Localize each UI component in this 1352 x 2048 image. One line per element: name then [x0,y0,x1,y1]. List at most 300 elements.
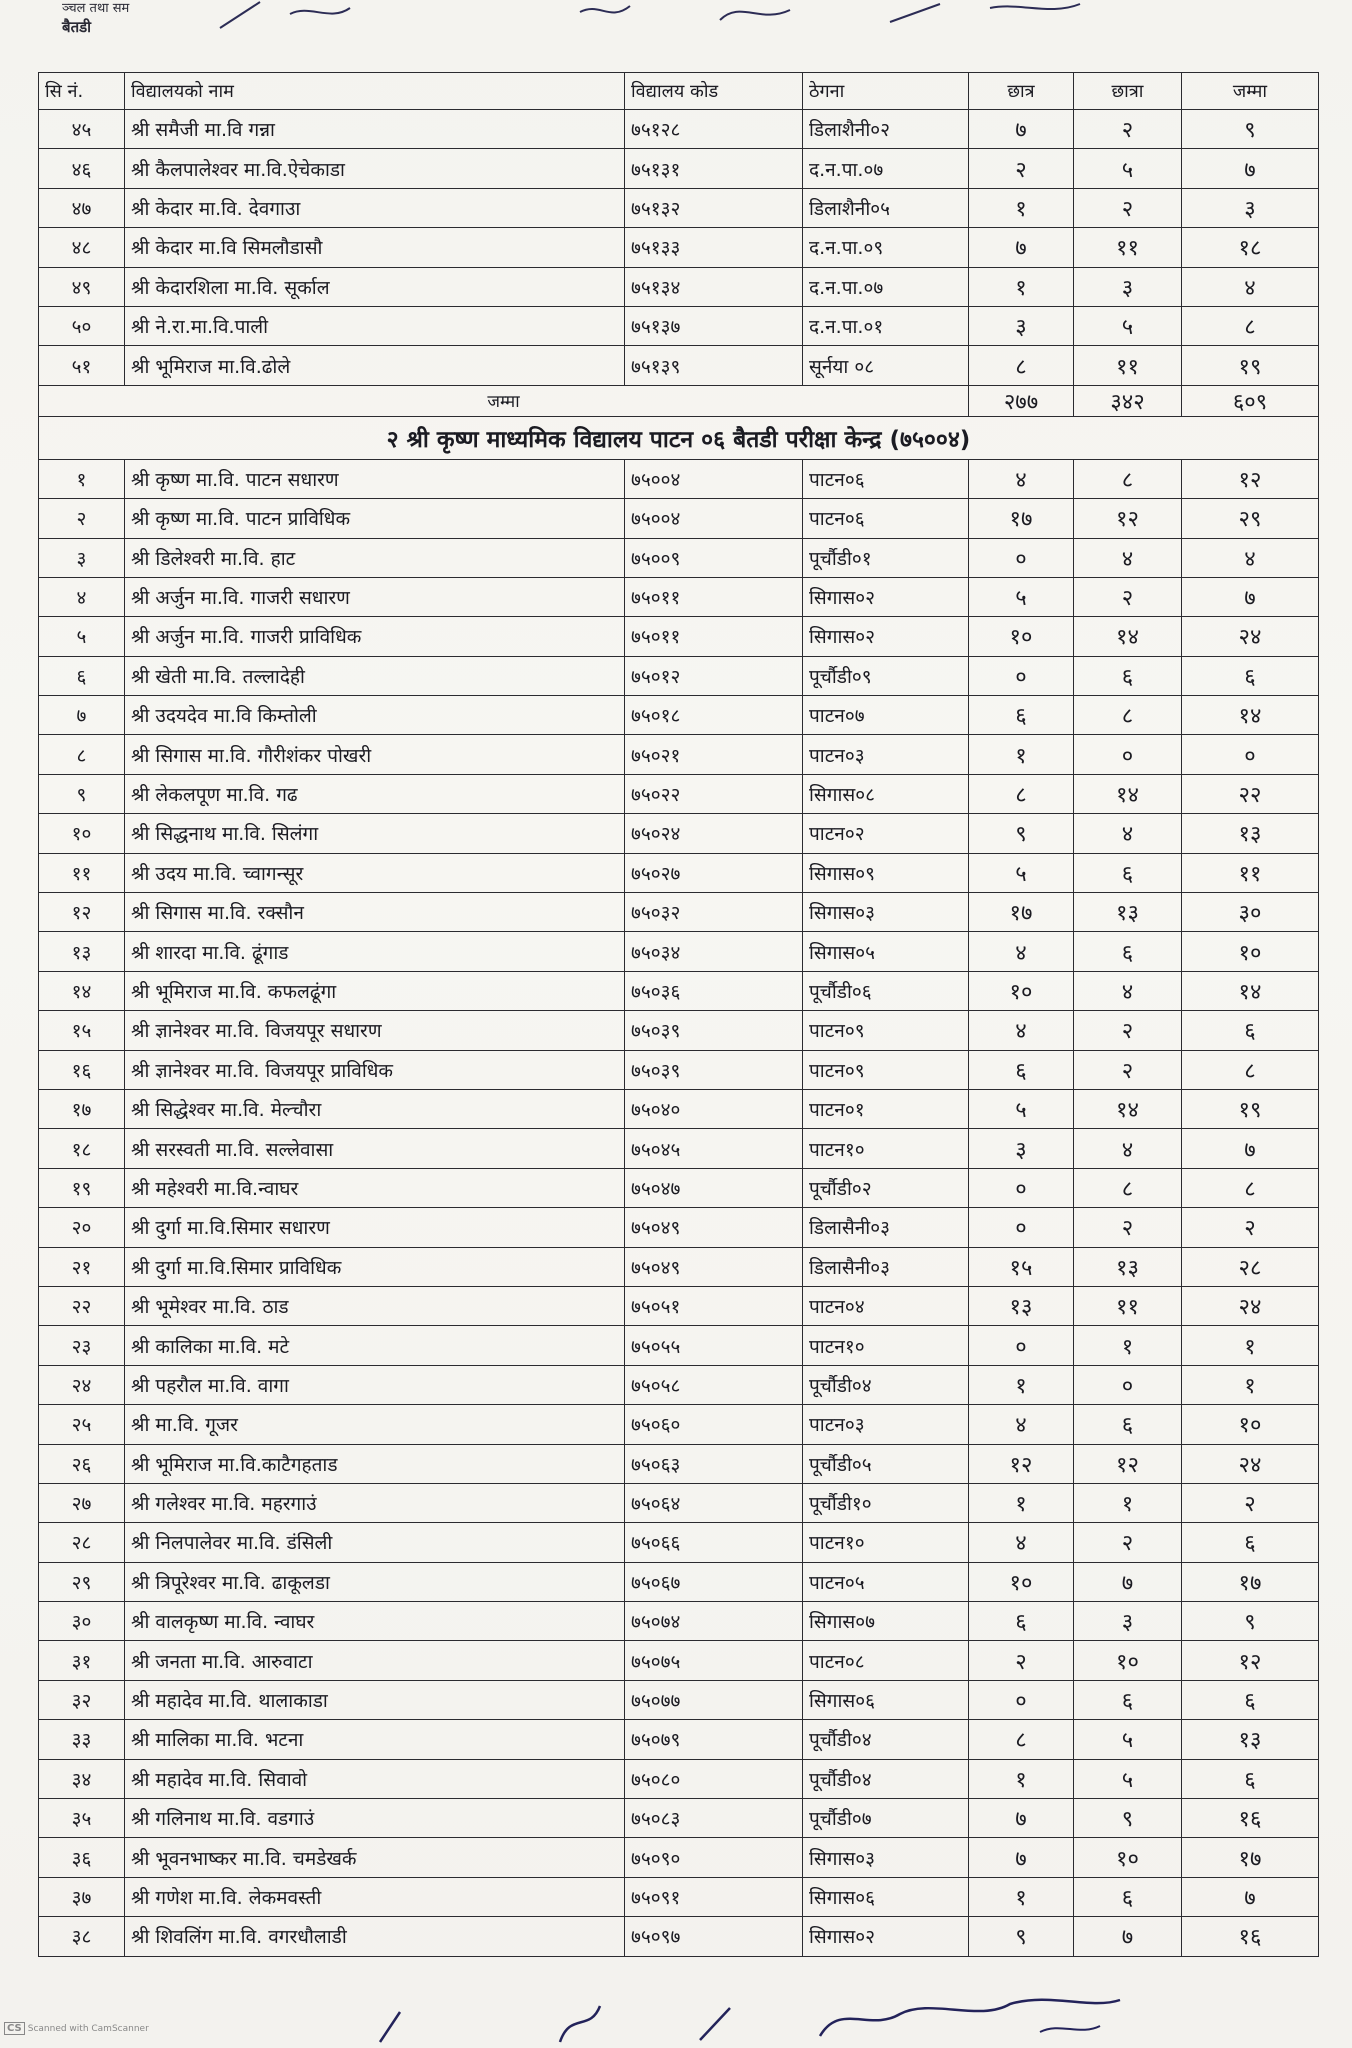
boys-cell: १० [969,971,1074,1010]
school-name-cell: श्री महादेव मा.वि. सिवावो [125,1759,625,1798]
girls-cell: ५ [1074,306,1182,345]
total-cell: १८ [1182,228,1319,267]
table-row [39,1720,1319,1759]
address-cell: पाटन०४ [803,1286,969,1325]
serial-cell: २२ [39,1286,125,1325]
bottom-signature-marks [0,1992,1352,2048]
boys-cell: १२ [969,1444,1074,1483]
school-name-cell: श्री सिगास मा.वि. गौरीशंकर पोखरी [125,735,625,774]
serial-cell: १३ [39,932,125,971]
total-cell: ६ [1182,1011,1319,1050]
girls-cell: २ [1074,110,1182,149]
address-cell: सिगास०३ [803,893,969,932]
header-line-1: ञ्चल तथा सम [62,1,130,16]
exam-center-row [39,416,1319,459]
boys-cell: ३ [969,306,1074,345]
total-cell: १६ [1182,1799,1319,1838]
school-name-cell: श्री कैलपालेश्वर मा.वि.ऐचेकाडा [125,149,625,188]
school-name-cell: श्री त्रिपूरेश्वर मा.वि. ढाकूलडा [125,1562,625,1601]
girls-cell: ११ [1074,228,1182,267]
total-cell: १ [1182,1326,1319,1365]
total-cell: २९ [1182,499,1319,538]
serial-cell: ५१ [39,346,125,385]
school-code-cell: ७५०५१ [625,1286,803,1325]
address-cell: पाटन०७ [803,696,969,735]
school-name-cell: श्री केदार मा.वि सिमलौडासौ [125,228,625,267]
serial-cell: ४८ [39,228,125,267]
total-cell: ६ [1182,1680,1319,1719]
address-cell: पाटन०६ [803,459,969,498]
school-name-cell: श्री भूवनभाष्कर मा.वि. चमडेखर्क [125,1838,625,1877]
table-row [39,735,1319,774]
school-code-cell: ७५०४९ [625,1208,803,1247]
table-row [39,1523,1319,1562]
table-row [39,1089,1319,1128]
boys-cell: १७ [969,499,1074,538]
school-code-cell: ७५१३१ [625,149,803,188]
address-cell: पाटन०३ [803,1405,969,1444]
school-name-cell: श्री कृष्ण मा.वि. पाटन प्राविधिक [125,499,625,538]
table-row [39,1405,1319,1444]
table-row [39,774,1319,813]
boys-cell: ० [969,1680,1074,1719]
school-name-cell: श्री भूमिराज मा.वि.ढोले [125,346,625,385]
serial-cell: २९ [39,1562,125,1601]
address-cell: पाटन१० [803,1129,969,1168]
address-cell: सिगास०२ [803,577,969,616]
serial-cell: २४ [39,1365,125,1404]
boys-cell: ९ [969,814,1074,853]
total-cell: २२ [1182,774,1319,813]
address-cell: पाटन०९ [803,1011,969,1050]
boys-cell: ५ [969,1089,1074,1128]
address-cell: पूर्चौडी०७ [803,1799,969,1838]
girls-cell: ८ [1074,1168,1182,1207]
serial-cell: १७ [39,1089,125,1128]
header-row [39,73,1319,110]
table-row [39,306,1319,345]
school-name-cell: श्री गणेश मा.वि. लेकमवस्ती [125,1877,625,1916]
total-cell: १३ [1182,1720,1319,1759]
school-name-cell: श्री समैजी मा.वि गन्ना [125,110,625,149]
boys-cell: ९ [969,1917,1074,1956]
address-cell: सिगास०५ [803,932,969,971]
school-code-cell: ७५०७४ [625,1602,803,1641]
serial-cell: ५० [39,306,125,345]
girls-cell: ४ [1074,1129,1182,1168]
address-cell: द.न.पा.०९ [803,228,969,267]
boys-cell: १५ [969,1247,1074,1286]
table-row [39,1444,1319,1483]
total-cell: १६ [1182,1917,1319,1956]
total-cell: १२ [1182,459,1319,498]
boys-cell: ८ [969,346,1074,385]
total-cell: ६ [1182,1759,1319,1798]
girls-cell: ६ [1074,1405,1182,1444]
school-code-cell: ७५०७७ [625,1680,803,1719]
serial-cell: ३७ [39,1877,125,1916]
school-name-cell: श्री अर्जुन मा.वि. गाजरी सधारण [125,577,625,616]
serial-cell: १६ [39,1050,125,1089]
total-cell: ४ [1182,538,1319,577]
total-cell: २ [1182,1483,1319,1522]
table-row [39,577,1319,616]
address-cell: डिलासैनी०३ [803,1247,969,1286]
serial-cell: ३४ [39,1759,125,1798]
total-cell: १४ [1182,696,1319,735]
serial-cell: ३३ [39,1720,125,1759]
school-name-cell: श्री सिद्धेश्वर मा.वि. मेल्चौरा [125,1089,625,1128]
school-code-cell: ७५०८३ [625,1799,803,1838]
address-cell: पाटन०१ [803,1089,969,1128]
school-code-cell: ७५०४५ [625,1129,803,1168]
total-cell: ८ [1182,1050,1319,1089]
boys-cell: ३ [969,1129,1074,1168]
boys-cell: २ [969,149,1074,188]
total-cell: २४ [1182,1444,1319,1483]
address-cell: सिगास०२ [803,1917,969,1956]
camscanner-text: Scanned with CamScanner [27,2024,149,2034]
school-code-cell: ७५१३७ [625,306,803,345]
girls-cell: ६ [1074,656,1182,695]
school-name-cell: श्री सिगास मा.वि. रक्सौन [125,893,625,932]
col-school-code: विद्यालय कोड [625,73,803,110]
serial-cell: १२ [39,893,125,932]
table-row [39,1286,1319,1325]
girls-cell: १३ [1074,893,1182,932]
school-name-cell: श्री ज्ञानेश्वर मा.वि. विजयपूर सधारण [125,1011,625,1050]
serial-cell: ६ [39,656,125,695]
table-row [39,1168,1319,1207]
total-label: जम्मा [39,385,969,416]
address-cell: डिलासैनी०३ [803,1208,969,1247]
address-cell: पाटन०८ [803,1641,969,1680]
school-name-cell: श्री भूमिराज मा.वि.काटैगहताड [125,1444,625,1483]
boys-cell: १ [969,267,1074,306]
table-row [39,932,1319,971]
serial-cell: ४७ [39,188,125,227]
girls-cell: १ [1074,1483,1182,1522]
total-cell: ७ [1182,1877,1319,1916]
school-name-cell: श्री कृष्ण मा.वि. पाटन सधारण [125,459,625,498]
boys-cell: ० [969,538,1074,577]
school-code-cell: ७५००४ [625,499,803,538]
address-cell: सिगास०२ [803,617,969,656]
girls-cell: १ [1074,1326,1182,1365]
serial-cell: ३२ [39,1680,125,1719]
serial-cell: ४९ [39,267,125,306]
table-row [39,1483,1319,1522]
serial-cell: ४ [39,577,125,616]
boys-cell: १० [969,617,1074,656]
school-name-cell: श्री मालिका मा.वि. भटना [125,1720,625,1759]
total-cell: १३ [1182,814,1319,853]
school-code-cell: ७५०५५ [625,1326,803,1365]
total-cell: ७ [1182,149,1319,188]
table-row [39,814,1319,853]
girls-cell: ५ [1074,1759,1182,1798]
girls-cell: ० [1074,1365,1182,1404]
total-cell: १ [1182,1365,1319,1404]
school-name-cell: श्री ने.रा.मा.वि.पाली [125,306,625,345]
girls-cell: ८ [1074,459,1182,498]
girls-cell: १० [1074,1641,1182,1680]
school-code-cell: ७५०६७ [625,1562,803,1601]
girls-cell: ७ [1074,1562,1182,1601]
address-cell: पाटन०५ [803,1562,969,1601]
address-cell: पूर्चौडी०९ [803,656,969,695]
total-cell: १७ [1182,1562,1319,1601]
table-row [39,696,1319,735]
girls-cell: ११ [1074,1286,1182,1325]
boys-cell: ७ [969,1799,1074,1838]
total-cell: ३ [1182,188,1319,227]
serial-cell: २५ [39,1405,125,1444]
table-row [39,656,1319,695]
school-code-cell: ७५००९ [625,538,803,577]
total-cell: २४ [1182,1286,1319,1325]
girls-cell: १२ [1074,499,1182,538]
girls-cell: ९ [1074,1799,1182,1838]
serial-cell: ११ [39,853,125,892]
girls-cell: ५ [1074,1720,1182,1759]
school-code-cell: ७५०२७ [625,853,803,892]
school-code-cell: ७५०९१ [625,1877,803,1916]
school-code-cell: ७५०११ [625,617,803,656]
serial-cell: १९ [39,1168,125,1207]
address-cell: पाटन०६ [803,499,969,538]
school-code-cell: ७५०७५ [625,1641,803,1680]
serial-cell: ४६ [39,149,125,188]
address-cell: पूर्चौडी०५ [803,1444,969,1483]
school-name-cell: श्री निलपालेवर मा.वि. डंसिली [125,1523,625,1562]
school-code-cell: ७५०३२ [625,893,803,932]
table-row [39,893,1319,932]
school-name-cell: श्री ज्ञानेश्वर मा.वि. विजयपूर प्राविधिक [125,1050,625,1089]
school-code-cell: ७५०२२ [625,774,803,813]
table-row [39,1680,1319,1719]
office-header [62,0,129,36]
school-code-cell: ७५०२१ [625,735,803,774]
total-cell: ७ [1182,577,1319,616]
girls-cell: ६ [1074,853,1182,892]
school-code-cell: ७५०३९ [625,1011,803,1050]
school-name-cell: श्री डिलेश्वरी मा.वि. हाट [125,538,625,577]
total-sum: ६०९ [1182,385,1319,416]
total-cell: १२ [1182,1641,1319,1680]
col-school-name: विद्यालयको नाम [125,73,625,110]
boys-cell: १ [969,1365,1074,1404]
total-cell: २४ [1182,617,1319,656]
total-cell: ४ [1182,267,1319,306]
address-cell: पाटन१० [803,1523,969,1562]
school-name-cell: श्री जनता मा.वि. आरुवाटा [125,1641,625,1680]
boys-cell: ७ [969,1838,1074,1877]
boys-cell: २ [969,1641,1074,1680]
serial-cell: १५ [39,1011,125,1050]
col-total: जम्मा [1182,73,1319,110]
camscanner-logo: CS [4,2022,25,2035]
school-code-cell: ७५०१८ [625,696,803,735]
boys-cell: १ [969,1759,1074,1798]
school-name-cell: श्री शिवलिंग मा.वि. वगरधौलाडी [125,1917,625,1956]
col-address: ठेगना [803,73,969,110]
address-cell: पाटन०३ [803,735,969,774]
col-boys: छात्र [969,73,1074,110]
school-name-cell: श्री गलिनाथ मा.वि. वडगाउं [125,1799,625,1838]
school-code-cell: ७५०९० [625,1838,803,1877]
serial-cell: २ [39,499,125,538]
girls-cell: २ [1074,577,1182,616]
school-name-cell: श्री उदयदेव मा.वि किम्तोली [125,696,625,735]
table-row [39,1759,1319,1798]
girls-cell: १४ [1074,1089,1182,1128]
school-name-cell: श्री गलेश्वर मा.वि. महरगाउं [125,1483,625,1522]
address-cell: पूर्चौडी०१ [803,538,969,577]
total-cell: ० [1182,735,1319,774]
table-row [39,110,1319,149]
total-cell: ७ [1182,1129,1319,1168]
girls-cell: ४ [1074,538,1182,577]
address-cell: सूर्नया ०८ [803,346,969,385]
girls-cell: ८ [1074,696,1182,735]
address-cell: सिगास०६ [803,1877,969,1916]
table-row [39,1247,1319,1286]
school-code-cell: ७५१३२ [625,188,803,227]
table-row [39,228,1319,267]
boys-cell: ८ [969,1720,1074,1759]
serial-cell: १ [39,459,125,498]
boys-cell: ५ [969,853,1074,892]
table-row [39,1326,1319,1365]
table-row [39,149,1319,188]
school-code-cell: ७५०४९ [625,1247,803,1286]
table-row [39,1838,1319,1877]
school-code-cell: ७५०३९ [625,1050,803,1089]
col-girls: छात्रा [1074,73,1182,110]
girls-cell: ११ [1074,346,1182,385]
total-cell: १९ [1182,346,1319,385]
school-code-cell: ७५१३९ [625,346,803,385]
school-name-cell: श्री वालकृष्ण मा.वि. न्वाघर [125,1602,625,1641]
school-code-cell: ७५०२४ [625,814,803,853]
table-row [39,1129,1319,1168]
address-cell: पूर्चौडी०४ [803,1759,969,1798]
table-row [39,1602,1319,1641]
total-cell: ९ [1182,1602,1319,1641]
serial-cell: ३६ [39,1838,125,1877]
total-cell: १० [1182,1405,1319,1444]
serial-cell: ३१ [39,1641,125,1680]
total-cell: ११ [1182,853,1319,892]
school-code-cell: ७५०६० [625,1405,803,1444]
total-cell: १९ [1182,1089,1319,1128]
address-cell: सिगास०७ [803,1602,969,1641]
exam-center-title: २ श्री कृष्ण माध्यमिक विद्यालय पाटन ०६ बैतडी परीक्षा केन्द्र (७५००४) [39,416,1319,459]
address-cell: सिगास०८ [803,774,969,813]
boys-cell: ४ [969,1405,1074,1444]
school-name-cell: श्री शारदा मा.वि. ढूंगाड [125,932,625,971]
table-row [39,538,1319,577]
table-row [39,1365,1319,1404]
camscanner-watermark [4,2022,149,2035]
school-student-table [38,72,1319,1957]
table-row [39,1050,1319,1089]
table-row [39,499,1319,538]
school-name-cell: श्री कालिका मा.वि. मटे [125,1326,625,1365]
boys-cell: ० [969,1326,1074,1365]
address-cell: पाटन०९ [803,1050,969,1089]
school-code-cell: ७५०७९ [625,1720,803,1759]
school-code-cell: ७५०३४ [625,932,803,971]
school-name-cell: श्री सिद्धनाथ मा.वि. सिलंगा [125,814,625,853]
girls-cell: २ [1074,1050,1182,1089]
school-code-cell: ७५१३३ [625,228,803,267]
serial-cell: २१ [39,1247,125,1286]
girls-cell: ६ [1074,1877,1182,1916]
school-code-cell: ७५०९७ [625,1917,803,1956]
total-cell: ३० [1182,893,1319,932]
school-code-cell: ७५००४ [625,459,803,498]
school-name-cell: श्री दुर्गा मा.वि.सिमार प्राविधिक [125,1247,625,1286]
address-cell: पूर्चौडी०४ [803,1720,969,1759]
boys-cell: १ [969,735,1074,774]
school-name-cell: श्री मा.वि. गूजर [125,1405,625,1444]
total-cell: ६ [1182,656,1319,695]
girls-cell: ३ [1074,267,1182,306]
table-row [39,346,1319,385]
boys-cell: १ [969,1483,1074,1522]
serial-cell: २७ [39,1483,125,1522]
school-code-cell: ७५०६६ [625,1523,803,1562]
address-cell: पाटन०२ [803,814,969,853]
girls-cell: ३ [1074,1602,1182,1641]
school-name-cell: श्री महेश्वरी मा.वि.न्वाघर [125,1168,625,1207]
address-cell: सिगास०३ [803,1838,969,1877]
girls-cell: ० [1074,735,1182,774]
school-name-cell: श्री उदय मा.वि. च्वागन्सूर [125,853,625,892]
boys-cell: ८ [969,774,1074,813]
school-code-cell: ७५०१२ [625,656,803,695]
address-cell: डिलाशैनी०५ [803,188,969,227]
table-row [39,1641,1319,1680]
school-code-cell: ७५०५८ [625,1365,803,1404]
school-name-cell: श्री महादेव मा.वि. थालाकाडा [125,1680,625,1719]
school-code-cell: ७५१३४ [625,267,803,306]
boys-cell: ४ [969,1011,1074,1050]
table-row [39,1011,1319,1050]
total-boys: २७७ [969,385,1074,416]
girls-cell: ४ [1074,814,1182,853]
header-line-2: बैतडी [62,18,92,36]
school-code-cell: ७५०४७ [625,1168,803,1207]
serial-cell: ९ [39,774,125,813]
school-code-cell: ७५०६४ [625,1483,803,1522]
table-row [39,1562,1319,1601]
boys-cell: ० [969,1208,1074,1247]
boys-cell: ६ [969,1050,1074,1089]
address-cell: सिगास०९ [803,853,969,892]
school-name-cell: श्री केदारशिला मा.वि. सूर्काल [125,267,625,306]
boys-cell: ५ [969,577,1074,616]
school-name-cell: श्री केदार मा.वि. देवगाउा [125,188,625,227]
total-row [39,385,1319,416]
school-name-cell: श्री लेकलपूण मा.वि. गढ [125,774,625,813]
total-cell: २ [1182,1208,1319,1247]
address-cell: पूर्चौडी०६ [803,971,969,1010]
serial-cell: ८ [39,735,125,774]
girls-cell: ४ [1074,971,1182,1010]
